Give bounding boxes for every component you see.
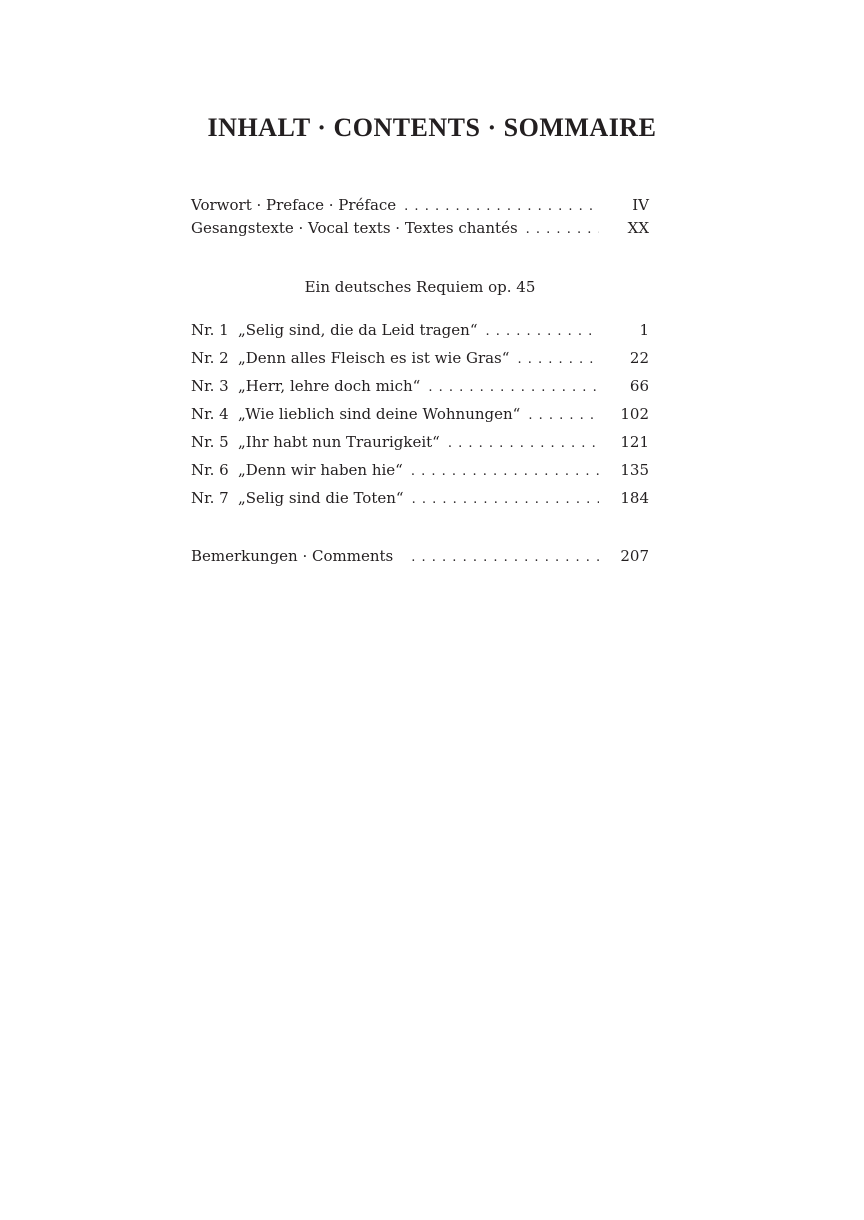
movement-title: „Denn alles Fleisch es ist wie Gras“	[238, 349, 510, 367]
page-title: INHALT · CONTENTS · SOMMAIRE	[207, 113, 657, 142]
movement-number: Nr. 3	[191, 377, 229, 395]
toc-entry-movement-4	[191, 400, 649, 428]
movement-page: 22	[629, 349, 649, 367]
movement-number: Nr. 7	[191, 489, 229, 507]
movement-title: „Denn wir haben hie“	[238, 461, 403, 479]
toc-entry-movement-7	[191, 484, 649, 512]
movement-title: „Herr, lehre doch mich“	[238, 377, 421, 395]
back-matter-list	[191, 545, 649, 568]
toc-entry-movement-2	[191, 344, 649, 372]
leader-dots	[396, 195, 599, 218]
movements-list	[191, 316, 649, 512]
movement-page: 121	[620, 433, 649, 451]
toc-entry-comments	[191, 545, 649, 568]
movement-title: „Ihr habt nun Traurigkeit“	[238, 433, 440, 451]
movement-title: „Wie lieblich sind deine Wohnungen“	[238, 405, 521, 423]
toc-entry-page: IV	[632, 196, 649, 214]
front-matter-list	[191, 194, 649, 240]
movement-page: 66	[629, 377, 649, 395]
movement-page: 184	[620, 489, 649, 507]
leader-dots	[478, 318, 600, 346]
movement-title: „Selig sind, die da Leid tragen“	[238, 321, 478, 339]
movement-title: „Selig sind die Toten“	[238, 489, 404, 507]
movement-number: Nr. 1	[191, 321, 229, 339]
movement-page: 102	[620, 405, 649, 423]
toc-entry-page: XX	[627, 219, 649, 237]
toc-entry-movement-1	[191, 316, 649, 344]
movement-page: 1	[639, 321, 649, 339]
movement-number: Nr. 4	[191, 405, 229, 423]
toc-entry-movement-6	[191, 456, 649, 484]
leader-dots	[420, 374, 599, 402]
movement-number: Nr. 6	[191, 461, 229, 479]
movement-page: 135	[620, 461, 649, 479]
toc-entry-page: 207	[620, 547, 649, 565]
toc-entry-label: Vorwort · Preface · Préface	[191, 196, 397, 214]
movement-number: Nr. 2	[191, 349, 229, 367]
toc-entry-label: Gesangstexte · Vocal texts · Textes chantés	[191, 219, 518, 237]
leader-dots	[404, 486, 599, 514]
leader-dots	[509, 346, 599, 374]
toc-entry-label: Bemerkungen · Comments	[191, 547, 394, 565]
leader-dots	[440, 430, 599, 458]
leader-dots	[520, 402, 599, 430]
section-heading: Ein deutsches Requiem op. 45	[304, 278, 536, 296]
leader-dots	[393, 546, 599, 569]
toc-entry-vocal-texts	[191, 217, 649, 240]
toc-entry-preface	[191, 194, 649, 217]
toc-entry-movement-5	[191, 428, 649, 456]
leader-dots	[518, 218, 599, 241]
leader-dots	[403, 458, 599, 486]
movement-number: Nr. 5	[191, 433, 229, 451]
toc-entry-movement-3	[191, 372, 649, 400]
